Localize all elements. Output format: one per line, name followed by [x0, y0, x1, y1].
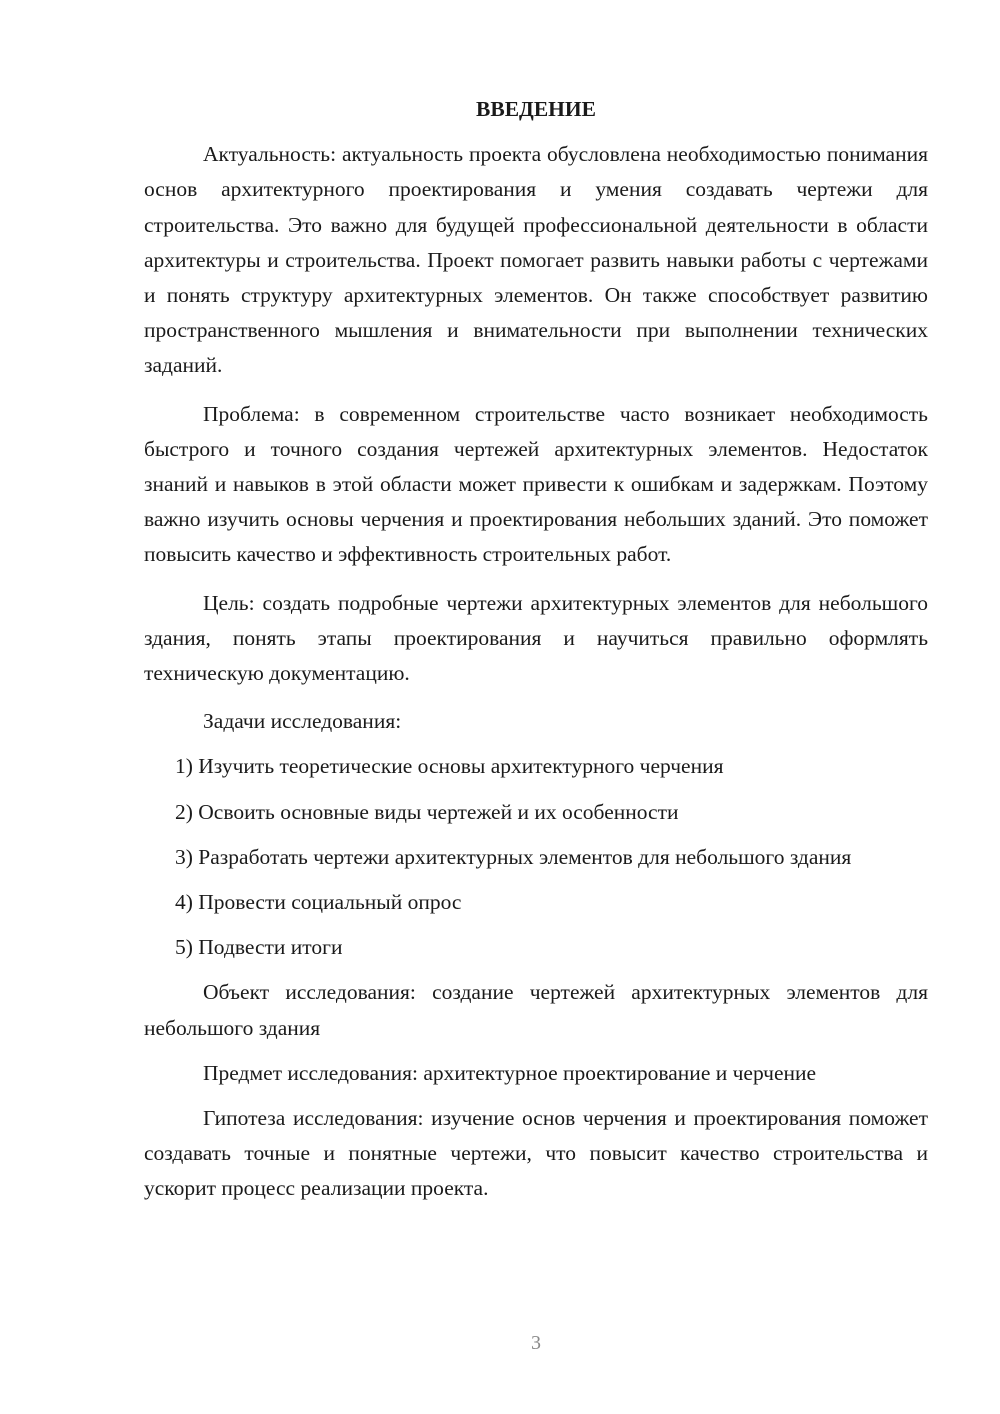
section-title: ВВЕДЕНИЕ [476, 97, 596, 121]
hypothesis-paragraph: Гипотеза исследования: изучение основ черчения и проектирования поможет создавать точные и понятные чертежи, что повысит качество строительства и ускорит процесс реализации проекта. [144, 1106, 928, 1201]
tasks-heading: Задачи исследования: [203, 709, 402, 734]
object-paragraph: Объект исследования: создание чертежей архитектурных элементов для небольшого здания [144, 980, 928, 1040]
goal-paragraph: Цель: создать подробные чертежи архитектурных элементов для небольшого здания, понять этапы проектирования и научиться правильно оформлять техническую документацию. [144, 590, 928, 686]
page-number: 3 [531, 1332, 541, 1354]
task-item-3: 3) Разработать чертежи архитектурных элементов для небольшого здания [175, 844, 852, 869]
subject-paragraph: Предмет исследования: архитектурное проектирование и черчение [203, 1060, 817, 1085]
task-item-1: 1) Изучить теоретические основы архитектурного черчения [175, 754, 724, 779]
relevance-paragraph: Актуальность: актуальность проекта обусловлена необходимостью понимания основ архитектурного проектирования и умения создавать чертежи для строительства. Это важно для будущей профессиональной деятельности в области архитектуры и строительства. Проект помогает развить навыки работы с чертежами и понять структуру архитектурных элементов. Он также способствует развитию пространственного мышления и внимательности при выполнении технических заданий. [144, 142, 928, 378]
task-item-5: 5) Подвести итоги [175, 935, 343, 960]
task-item-2: 2) Освоить основные виды чертежей и их особенности [175, 799, 679, 824]
document-page [144, 92, 928, 1217]
problem-paragraph: Проблема: в современном строительстве часто возникает необходимость быстрого и точного создания чертежей архитектурных элементов. Недостаток знаний и навыков в этой области может привести к ошибкам и задержкам. Поэтому важно изучить основы черчения и проектирования небольших зданий. Это поможет повысить качество и эффективность строительных работ. [144, 401, 928, 567]
task-item-4: 4) Провести социальный опрос [175, 890, 462, 915]
